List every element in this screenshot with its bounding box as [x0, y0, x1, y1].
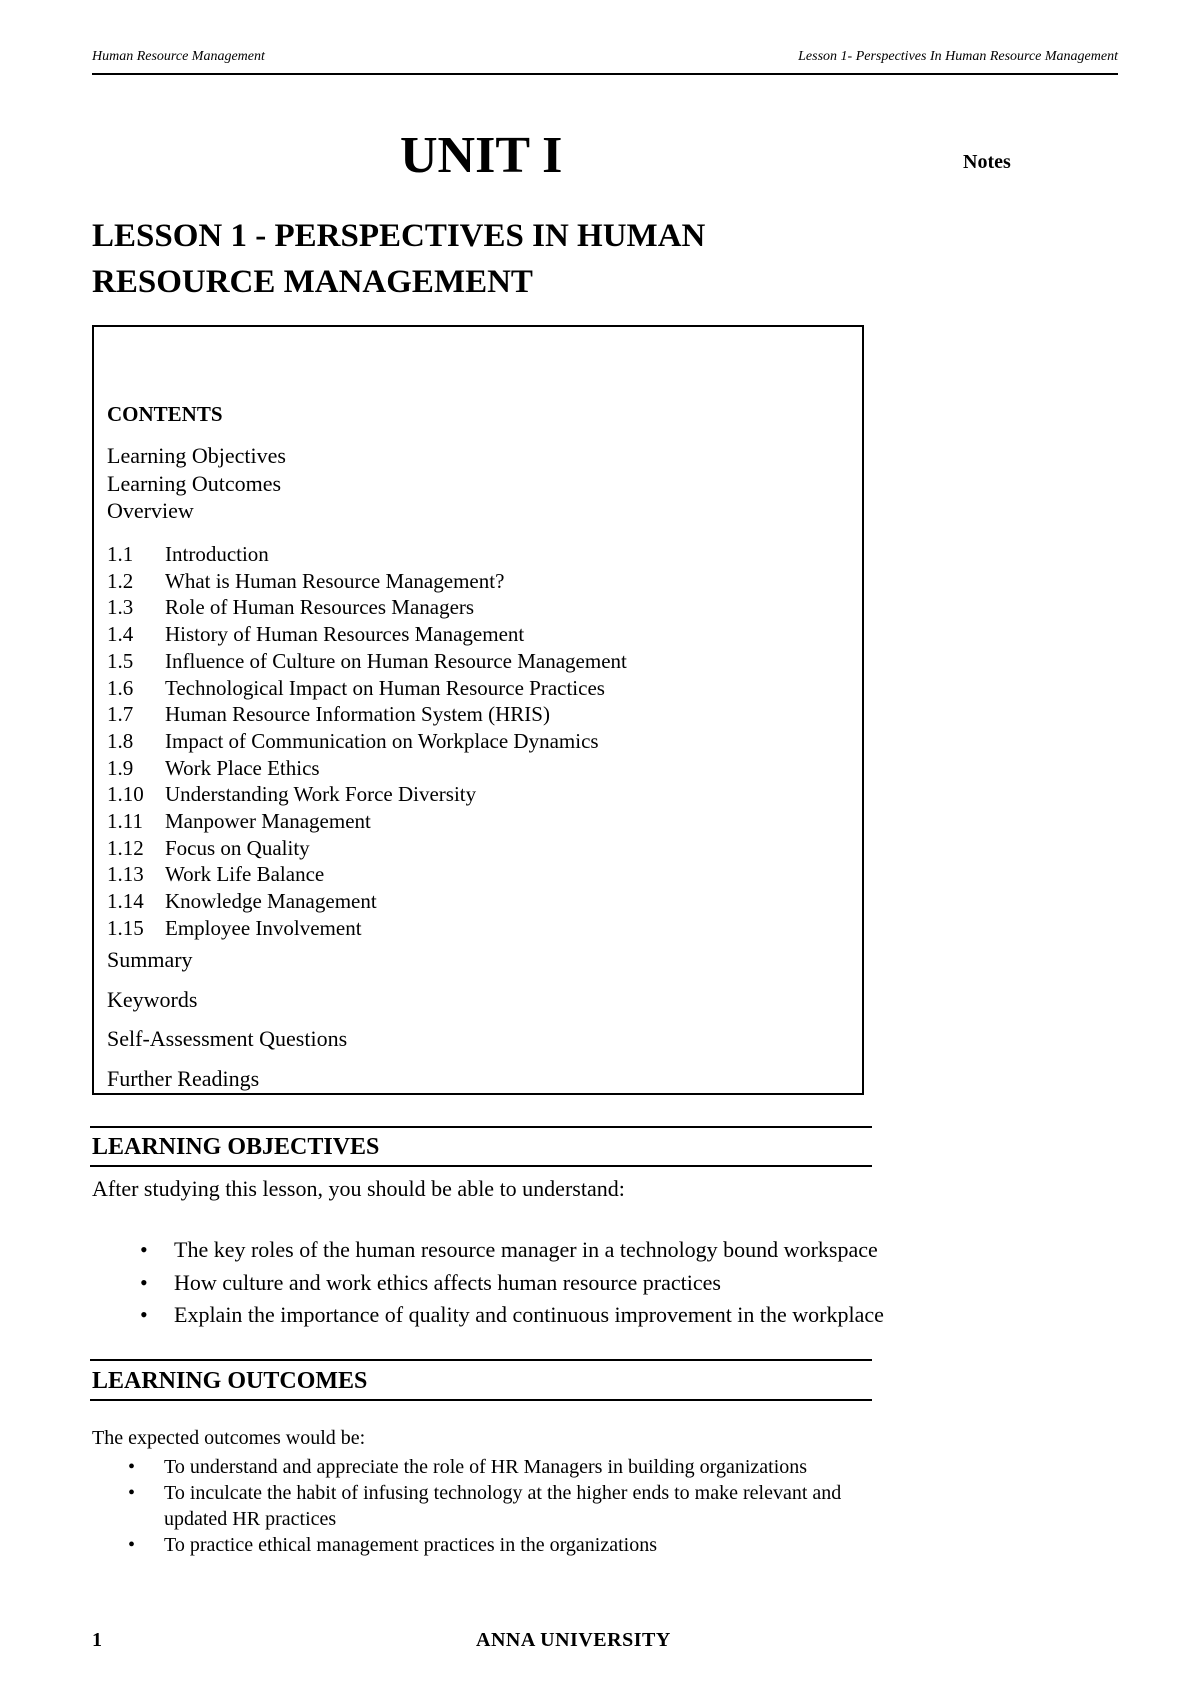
- outcomes-rule-bottom: [90, 1399, 872, 1401]
- unit-title: UNIT I: [400, 127, 563, 184]
- list-item: [128, 1480, 904, 1532]
- contents-item: Learning Outcomes: [107, 470, 282, 496]
- toc-row: [107, 888, 627, 915]
- toc-number: 1.2: [107, 568, 134, 593]
- lesson-title-line-1: LESSON 1 - PERSPECTIVES IN HUMAN: [92, 218, 706, 254]
- toc-row: [107, 701, 627, 728]
- toc-title: Focus on Quality: [165, 835, 310, 860]
- objectives-rule-bottom: [90, 1165, 872, 1167]
- objectives-lead: After studying this lesson, you should be able to understand:: [92, 1176, 625, 1201]
- toc-title: Knowledge Management: [165, 889, 377, 914]
- toc-title: Work Life Balance: [165, 862, 325, 887]
- toc-row: [107, 728, 627, 755]
- toc-row: [107, 755, 627, 782]
- list-item: [140, 1299, 884, 1332]
- lesson-title: [92, 213, 852, 305]
- toc-row: [107, 808, 627, 835]
- toc-number: 1.10: [107, 782, 144, 807]
- bullet-icon: •: [128, 1482, 136, 1504]
- toc-number: 1.11: [107, 809, 143, 834]
- toc-row: [107, 781, 627, 808]
- contents-intro-list: [107, 442, 286, 525]
- notes-margin-label: Notes: [963, 151, 1011, 173]
- outcomes-list: [128, 1454, 904, 1558]
- contents-item: Summary: [107, 947, 193, 972]
- toc-number: 1.8: [107, 728, 134, 753]
- toc-number: 1.4: [107, 622, 134, 647]
- objectives-heading: LEARNING OBJECTIVES: [92, 1134, 380, 1160]
- list-item-text: To understand and appreciate the role of HR Managers in building organizations: [164, 1456, 808, 1478]
- contents-section-list: [107, 541, 627, 942]
- toc-title: Manpower Management: [165, 809, 371, 834]
- bullet-icon: •: [140, 1302, 148, 1327]
- bullet-icon: •: [128, 1534, 136, 1556]
- list-item: [140, 1267, 884, 1300]
- toc-number: 1.13: [107, 862, 144, 887]
- toc-row: [107, 915, 627, 942]
- toc-number: 1.7: [107, 702, 134, 727]
- list-item-text: To inculcate the habit of infusing technology at the higher ends to make relevant and updated HR practices: [164, 1482, 842, 1530]
- toc-number: 1.3: [107, 595, 134, 620]
- toc-title: What is Human Resource Management?: [165, 568, 505, 593]
- toc-row: [107, 594, 627, 621]
- toc-number: 1.1: [107, 542, 134, 566]
- list-item-text: To practice ethical management practices in the organizations: [164, 1534, 658, 1556]
- outcomes-lead: The expected outcomes would be:: [92, 1427, 366, 1449]
- toc-title: Impact of Communication on Workplace Dynamics: [165, 728, 599, 753]
- outcomes-heading: LEARNING OUTCOMES: [92, 1368, 368, 1394]
- toc-number: 1.15: [107, 915, 144, 940]
- toc-title: Work Place Ethics: [165, 755, 320, 780]
- contents-item: Learning Objectives: [107, 443, 286, 468]
- bullet-icon: •: [140, 1269, 148, 1295]
- objectives-rule-top: [90, 1126, 872, 1128]
- list-item: [140, 1234, 884, 1267]
- header-rule: [92, 73, 1118, 75]
- toc-row: [107, 835, 627, 862]
- list-item-text: The key roles of the human resource manager in a technology bound workspace: [174, 1237, 878, 1262]
- bullet-icon: •: [128, 1456, 136, 1478]
- list-item: [128, 1454, 904, 1480]
- toc-row: [107, 621, 627, 648]
- footer-university: ANNA UNIVERSITY: [476, 1629, 671, 1651]
- list-item: [128, 1532, 904, 1558]
- toc-title: Understanding Work Force Diversity: [165, 782, 477, 807]
- bullet-icon: •: [140, 1237, 148, 1262]
- toc-row: [107, 648, 627, 675]
- contents-item: Keywords: [107, 986, 198, 1012]
- toc-number: 1.5: [107, 648, 134, 673]
- page-number: 1: [92, 1629, 102, 1651]
- toc-title: History of Human Resources Management: [165, 622, 525, 647]
- toc-row: [107, 675, 627, 702]
- toc-title: Employee Involvement: [165, 915, 362, 940]
- toc-number: 1.12: [107, 835, 144, 860]
- lesson-title-line-2: RESOURCE MANAGEMENT: [92, 264, 533, 300]
- running-header-right: Lesson 1- Perspectives In Human Resource Management: [798, 49, 1118, 64]
- toc-title: Introduction: [165, 542, 269, 566]
- toc-number: 1.6: [107, 675, 134, 700]
- outcomes-rule-top: [90, 1359, 872, 1361]
- toc-number: 1.14: [107, 889, 144, 914]
- contents-item: Self-Assessment Questions: [107, 1026, 348, 1051]
- running-header-left: Human Resource Management: [92, 49, 265, 64]
- contents-outro-list: [107, 940, 347, 1098]
- list-item-text: How culture and work ethics affects human resource practices: [174, 1269, 721, 1295]
- toc-title: Human Resource Information System (HRIS): [165, 702, 550, 727]
- toc-row: [107, 861, 627, 888]
- toc-title: Influence of Culture on Human Resource Management: [165, 648, 627, 673]
- toc-title: Role of Human Resources Managers: [165, 595, 475, 620]
- toc-number: 1.9: [107, 755, 134, 780]
- contents-heading: CONTENTS: [107, 402, 223, 426]
- toc-row: [107, 568, 627, 595]
- toc-row: [107, 541, 627, 568]
- contents-item: Overview: [107, 498, 194, 523]
- list-item-text: Explain the importance of quality and continuous improvement in the workplace: [174, 1302, 884, 1327]
- objectives-list: [140, 1234, 884, 1332]
- toc-title: Technological Impact on Human Resource Practices: [165, 675, 605, 700]
- contents-item: Further Readings: [107, 1065, 260, 1091]
